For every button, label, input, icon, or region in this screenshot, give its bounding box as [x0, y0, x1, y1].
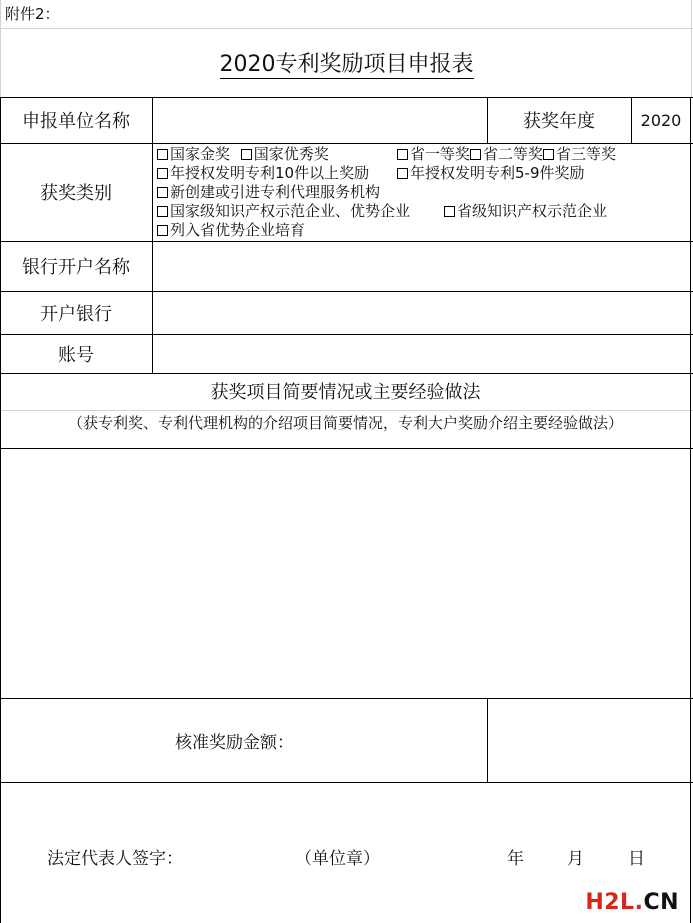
logo-cn: CN	[643, 890, 679, 915]
grid-line	[0, 28, 693, 29]
award-category-line	[157, 202, 410, 221]
seal-label: （单位章）	[295, 849, 380, 869]
checkbox-icon	[157, 168, 168, 179]
h2l-watermark-logo	[585, 890, 679, 915]
award-category-line	[157, 164, 369, 183]
award-category-line	[157, 145, 329, 164]
day-label: 日	[628, 849, 645, 869]
bank-account-name-field[interactable]	[153, 242, 689, 290]
table-border	[0, 448, 693, 449]
category-option[interactable]: 省三等奖	[543, 145, 616, 163]
category-option[interactable]: 省一等奖	[397, 145, 470, 163]
table-border	[487, 698, 488, 782]
category-option[interactable]: 国家金奖	[157, 145, 230, 163]
checkbox-icon	[157, 187, 168, 198]
summary-content-area[interactable]	[2, 450, 689, 696]
checkbox-icon	[157, 149, 168, 160]
category-option[interactable]: 国家级知识产权示范企业、优势企业	[157, 202, 410, 220]
category-option[interactable]: 国家优秀奖	[241, 145, 329, 163]
checkbox-icon	[444, 206, 455, 217]
award-year-value[interactable]: 2020	[640, 110, 682, 130]
applicant-name-label: 申报单位名称	[22, 111, 130, 132]
table-border	[690, 97, 691, 923]
table-border	[0, 782, 693, 783]
category-option[interactable]: 新创建或引进专利代理服务机构	[157, 183, 380, 201]
approved-amount-field[interactable]	[489, 700, 689, 780]
form-title	[0, 47, 693, 78]
bank-field[interactable]	[153, 292, 689, 333]
category-option[interactable]: 列入省优势企业培育	[157, 221, 305, 239]
category-option[interactable]: 省级知识产权示范企业	[444, 202, 607, 220]
checkbox-icon	[157, 206, 168, 217]
award-category-line	[157, 183, 380, 202]
logo-h2l: H2L	[585, 890, 635, 915]
account-number-label: 账号	[58, 344, 94, 366]
bank-account-name-label: 银行开户名称	[22, 257, 130, 278]
checkbox-icon	[241, 149, 252, 160]
category-option[interactable]: 年授权发明专利10件以上奖励	[157, 164, 369, 182]
award-category-line	[444, 202, 607, 221]
category-option[interactable]: 省二等奖	[470, 145, 543, 163]
approved-amount-label: 核准奖励金额：	[175, 732, 294, 753]
checkbox-icon	[157, 225, 168, 236]
award-category-line	[397, 164, 585, 183]
applicant-name-field[interactable]	[153, 98, 486, 142]
checkbox-icon	[397, 149, 408, 160]
year-label: 年	[507, 849, 524, 869]
checkbox-icon	[543, 149, 554, 160]
category-option[interactable]: 年授权发明专利5-9件奖励	[397, 164, 585, 182]
summary-note: （获专利奖、专利代理机构的介绍项目简要情况，专利大户奖励介绍主要经验做法）	[67, 413, 623, 432]
form-title-text: 2020专利奖励项目申报表	[219, 52, 474, 77]
summary-heading: 获奖项目简要情况或主要经验做法	[210, 382, 481, 403]
award-category-line	[157, 221, 305, 240]
attachment-label: 附件2：	[5, 5, 60, 23]
logo-dot: .	[634, 890, 644, 915]
checkbox-icon	[397, 168, 408, 179]
checkbox-icon	[470, 149, 481, 160]
legal-rep-signature-label: 法定代表人签字：	[47, 849, 183, 869]
month-label: 月	[567, 849, 584, 869]
bank-label: 开户银行	[40, 303, 112, 325]
award-category-label: 获奖类别	[40, 183, 112, 204]
account-number-field[interactable]	[153, 335, 689, 372]
award-category-line	[397, 145, 616, 164]
award-year-label: 获奖年度	[523, 111, 595, 132]
